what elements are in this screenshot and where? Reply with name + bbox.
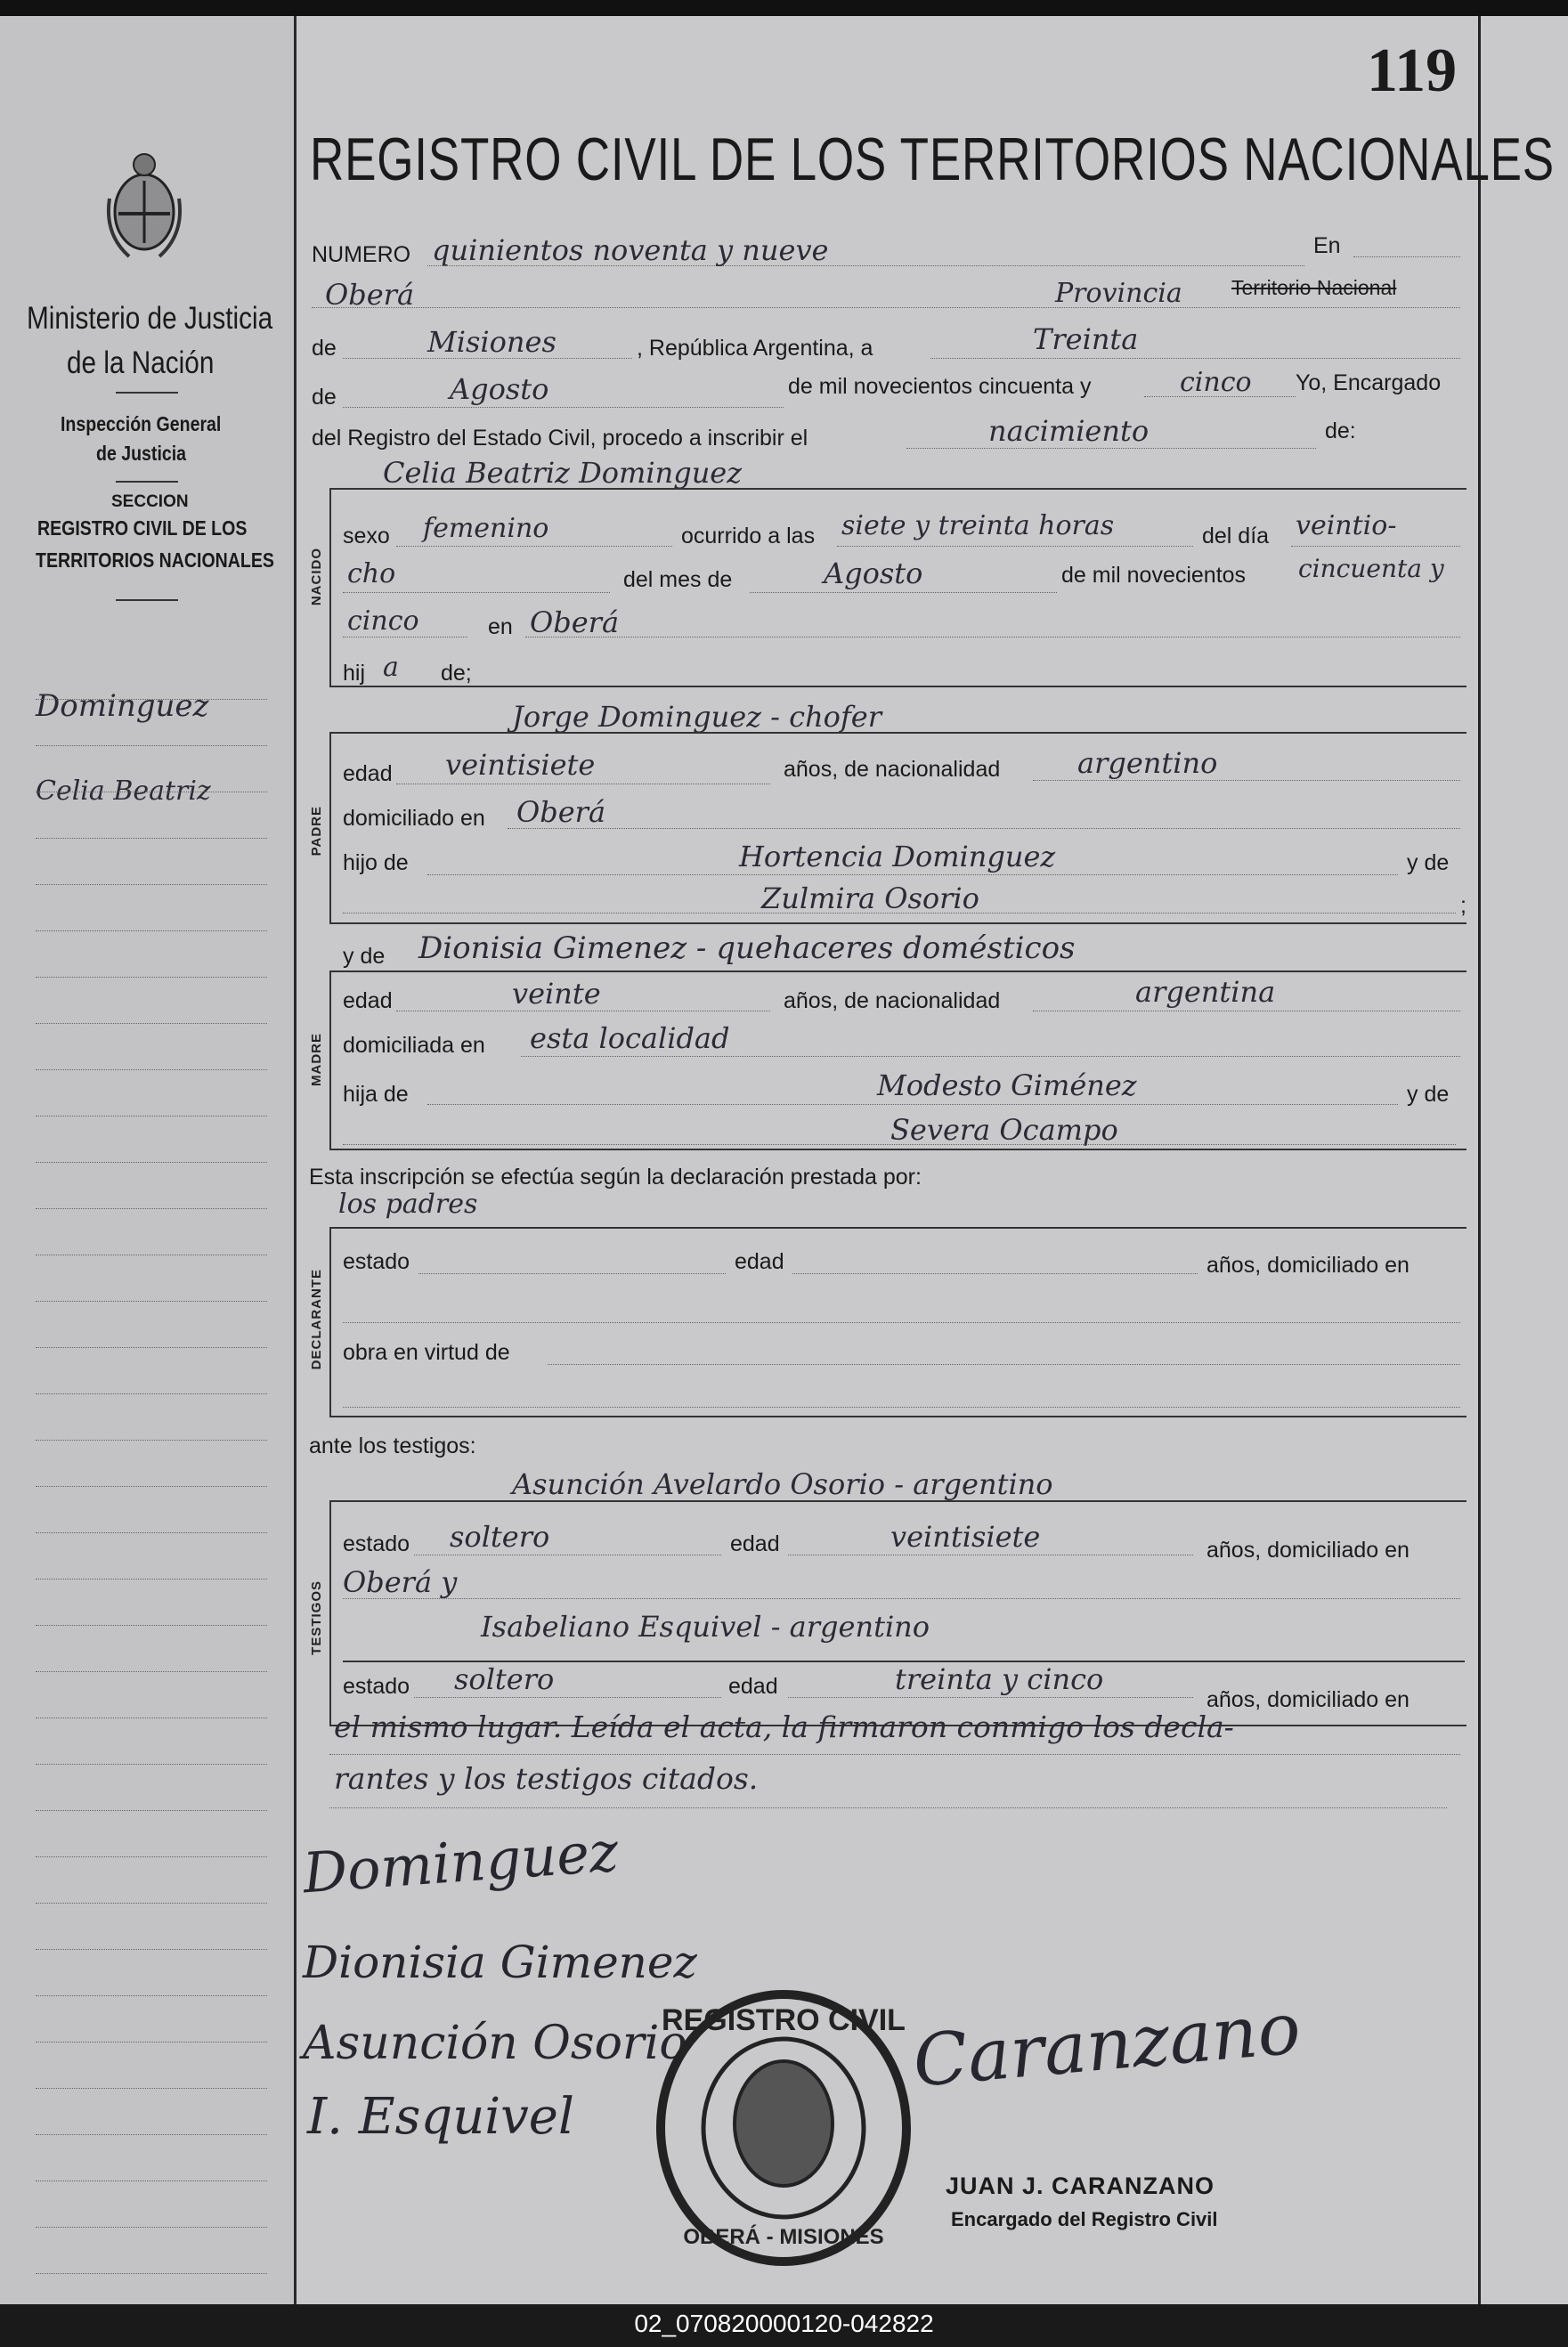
w1-estado-label: estado (343, 1531, 410, 1556)
hora-value: siete y treinta horas (841, 510, 1115, 541)
nacido-section-label: NACIDO (309, 548, 324, 606)
svg-text:OBERÁ - MISIONES: OBERÁ - MISIONES (683, 2225, 884, 2249)
padre-father-parent: Hortencia Dominguez (739, 840, 1056, 873)
sidebar-given-names: Celia Beatriz (36, 776, 211, 807)
rule (521, 1056, 1460, 1057)
declarante-domicilio-label: años, domiciliado en (1206, 1253, 1410, 1278)
madre-y-de: y de (1407, 1082, 1450, 1107)
sidebar-rule (36, 1903, 267, 1904)
madre-domicilio-value: esta localidad (530, 1021, 730, 1055)
hij-label: hij (343, 661, 366, 686)
ministry-line2: de la Nación (67, 345, 215, 380)
officer-name: JUAN J. CARANZANO (946, 2172, 1215, 2199)
rule (930, 358, 1460, 359)
rule (343, 732, 1465, 734)
padre-mother-parent: Zulmira Osorio (761, 881, 979, 915)
nacido-en-label: en (488, 614, 513, 639)
lugar-value: Oberá (530, 605, 620, 639)
signature-witness2: I. Esquivel (307, 2088, 574, 2146)
sidebar-rule (36, 1069, 267, 1070)
padre-hijo-de-label: hijo de (343, 850, 409, 875)
registry-stamp-icon (654, 1990, 913, 2266)
rule (312, 307, 1460, 308)
madre-nacionalidad-value: argentina (1135, 975, 1276, 1009)
obra-label: obra en virtud de (343, 1340, 510, 1365)
sidebar-rule (36, 1625, 267, 1626)
sidebar-rule (36, 2088, 267, 2089)
rule (427, 1104, 1398, 1105)
section-line1: SECCION (111, 492, 189, 511)
w2-estado-value: soltero (454, 1662, 555, 1696)
madre-y-de-label: y de (343, 944, 386, 969)
dia-value-1: veintio- (1296, 510, 1397, 541)
declarante-edad-label: edad (735, 1249, 784, 1274)
testigos-section-label: TESTIGOS (309, 1580, 324, 1655)
sidebar-rule (36, 1116, 267, 1117)
padre-domicilio-value: Oberá (516, 795, 606, 829)
declarante-estado-label: estado (343, 1249, 410, 1274)
rule (343, 1407, 1460, 1408)
rule (1033, 780, 1460, 781)
rule (343, 592, 610, 593)
rule (837, 546, 1193, 547)
padre-edad-label: edad (343, 761, 393, 786)
de-label: de (312, 336, 337, 361)
territory-value: Misiones (427, 325, 557, 359)
sidebar-rule (36, 1162, 267, 1163)
anio-value-1: cincuenta y (1298, 554, 1444, 583)
sidebar-rule (36, 1393, 267, 1394)
officer-title: Encargado del Registro Civil (951, 2208, 1218, 2230)
sidebar-rule (36, 1995, 267, 1996)
act-type-value: nacimiento (988, 414, 1150, 448)
ministry-line1: Ministerio de Justicia (27, 301, 273, 336)
madre-domicilio-label: domiciliada en (343, 1033, 485, 1058)
sidebar-rule (36, 1486, 267, 1487)
closing-line-2: rantes y los testigos citados. (334, 1761, 759, 1796)
registro-label: del Registro del Estado Civil, procedo a inscribir el (312, 426, 808, 451)
padre-edad-value: veintisiete (445, 748, 596, 782)
rule (343, 1500, 1465, 1502)
sidebar-rule (36, 1671, 267, 1672)
republica-label: , República Argentina, a (637, 336, 873, 361)
sidebar-rule (36, 745, 267, 746)
ocurrido-label: ocurrido a las (681, 524, 816, 548)
rule (329, 1807, 1447, 1808)
w1-domicilio-label: años, domiciliado en (1206, 1538, 1410, 1563)
rule (414, 1697, 721, 1698)
madre-mother-parent: Severa Ocampo (890, 1113, 1118, 1147)
page-title: REGISTRO CIVIL DE LOS TERRITORIOS NACIONALES (310, 126, 1555, 193)
declared-by-value: los padres (338, 1189, 478, 1220)
rule (508, 828, 1460, 829)
sidebar-rule (36, 884, 267, 885)
divider (116, 392, 178, 394)
witness1-name: Asunción Avelardo Osorio - argentino (512, 1467, 1053, 1501)
divider (116, 481, 178, 483)
mes-value: Agosto (824, 556, 923, 590)
page-number: 119 (1367, 37, 1458, 105)
territorio-label: Territorio Nacional (1231, 276, 1397, 299)
sidebar-rule (36, 699, 267, 700)
rule (343, 1598, 1460, 1599)
signature-mother: Dionisia Gimenez (303, 1937, 697, 1988)
coat-of-arms-icon (102, 145, 187, 270)
sidebar (0, 16, 297, 2304)
anio-value-2: cinco (347, 605, 419, 637)
sidebar-rule (36, 1810, 267, 1811)
day-value: Treinta (1033, 322, 1139, 356)
month-value: Agosto (450, 372, 549, 406)
rule (427, 874, 1398, 875)
w2-edad-label: edad (728, 1674, 778, 1699)
sidebar-rule (36, 838, 267, 839)
signature-father: Dominguez (300, 1818, 621, 1906)
de-colon-label: de: (1325, 418, 1356, 443)
rule (396, 546, 672, 547)
padre-domicilio-label: domiciliado en (343, 806, 485, 831)
rule (1353, 256, 1460, 257)
sidebar-rule (36, 1440, 267, 1441)
padre-y-de-label: y de (1407, 850, 1450, 875)
right-margin-line (1478, 16, 1481, 2304)
signature-officer: Caranzano (909, 1986, 1304, 2103)
inspection-line2: de Justicia (96, 442, 187, 465)
sidebar-rule (36, 1579, 267, 1580)
madre-name: Dionisia Gimenez - quehaceres domésticos (418, 930, 1076, 966)
madre-section-label: MADRE (309, 1033, 324, 1086)
w2-edad-value: treinta y cinco (895, 1662, 1104, 1696)
provincia-value: Provincia (1055, 278, 1182, 309)
rule (343, 488, 1465, 490)
padre-name: Jorge Dominguez - chofer (512, 700, 882, 734)
w2-domicilio-label: años, domiciliado en (1206, 1687, 1410, 1712)
sidebar-rule (36, 1208, 267, 1209)
svg-text:REGISTRO CIVIL: REGISTRO CIVIL (662, 2003, 906, 2037)
rule (1291, 546, 1460, 547)
sidebar-rule (36, 2227, 267, 2228)
padre-section-label: PADRE (309, 806, 324, 857)
declarante-section-label: DECLARANTE (309, 1269, 324, 1370)
rule (906, 448, 1316, 449)
de-label-2: de (312, 385, 337, 410)
sidebar-rule (36, 2273, 267, 2274)
rule (329, 1754, 1460, 1755)
sidebar-rule (36, 930, 267, 931)
rule (525, 637, 1460, 638)
padre-nacionalidad-label: años, de nacionalidad (784, 757, 1001, 782)
en-label: En (1313, 233, 1341, 258)
madre-father-parent: Modesto Giménez (877, 1068, 1137, 1102)
sidebar-rule (36, 2134, 267, 2135)
hij-suffix: a (383, 652, 399, 683)
sidebar-surname: Dominguez (36, 688, 209, 724)
rule (788, 1697, 1193, 1698)
rule (792, 1273, 1198, 1274)
del-dia-label: del día (1202, 524, 1270, 548)
rule (418, 1273, 726, 1274)
sidebar-rule (36, 1301, 267, 1302)
del-mes-label: del mes de (623, 567, 733, 592)
year-value: cinco (1180, 367, 1252, 398)
section-line2: REGISTRO CIVIL DE LOS (37, 516, 248, 540)
sidebar-rule (36, 1347, 267, 1348)
sidebar-rule (36, 1764, 267, 1765)
dia-value-2: cho (347, 558, 396, 589)
w2-estado-label: estado (343, 1674, 410, 1699)
rule (343, 970, 1465, 972)
w1-edad-label: edad (730, 1531, 780, 1556)
section-line3: TERRITORIOS NACIONALES (36, 548, 274, 572)
w1-edad-value: veintisiete (890, 1520, 1041, 1554)
sidebar-rule (36, 977, 267, 978)
sidebar-rule (36, 1856, 267, 1857)
sexo-label: sexo (343, 524, 390, 548)
madre-edad-value: veinte (512, 977, 601, 1011)
rule (343, 637, 467, 638)
hij-de-label: de; (441, 661, 472, 686)
madre-edad-label: edad (343, 988, 393, 1013)
sexo-value: femenino (423, 513, 549, 544)
yo-label: Yo, Encargado (1296, 370, 1442, 395)
rule (343, 1227, 1465, 1229)
rule (343, 407, 784, 408)
footer-id: 02_070820000120-042822 (634, 2310, 934, 2337)
testigos-intro: ante los testigos: (309, 1433, 476, 1458)
divider (116, 599, 178, 601)
inspection-line1: Inspección General (61, 412, 222, 435)
nacido-name: Celia Beatriz Dominguez (383, 456, 743, 490)
witness2-name: Isabeliano Esquivel - argentino (481, 1610, 930, 1644)
signature-witness1: Asunción Osorio (303, 2017, 687, 2070)
declarante-intro: Esta inscripción se efectúa según la declaración prestada por: (309, 1165, 922, 1190)
closing-line-1: el mismo lugar. Leída el acta, la firmaron conmigo los decla- (334, 1709, 1234, 1744)
place-value: Oberá (325, 278, 415, 312)
anio-label: de mil novecientos (1061, 563, 1247, 588)
sidebar-rule (36, 1532, 267, 1533)
numero-value: quinientos noventa y nueve (432, 233, 829, 267)
sidebar-rule (36, 1949, 267, 1950)
rule (343, 1322, 1460, 1323)
year-label: de mil novecientos cincuenta y (788, 374, 1092, 399)
padre-semicolon: ; (1460, 893, 1466, 918)
numero-label: NUMERO (312, 242, 411, 267)
madre-nacionalidad-label: años, de nacionalidad (784, 988, 1001, 1013)
padre-nacionalidad-value: argentino (1077, 746, 1218, 780)
rule (548, 1364, 1460, 1365)
w1-estado-value: soltero (450, 1520, 550, 1554)
sidebar-rule (36, 1023, 267, 1024)
rule (750, 592, 1057, 593)
madre-hija-de-label: hija de (343, 1082, 409, 1107)
w1-domicilio-value: Oberá y (343, 1565, 458, 1599)
